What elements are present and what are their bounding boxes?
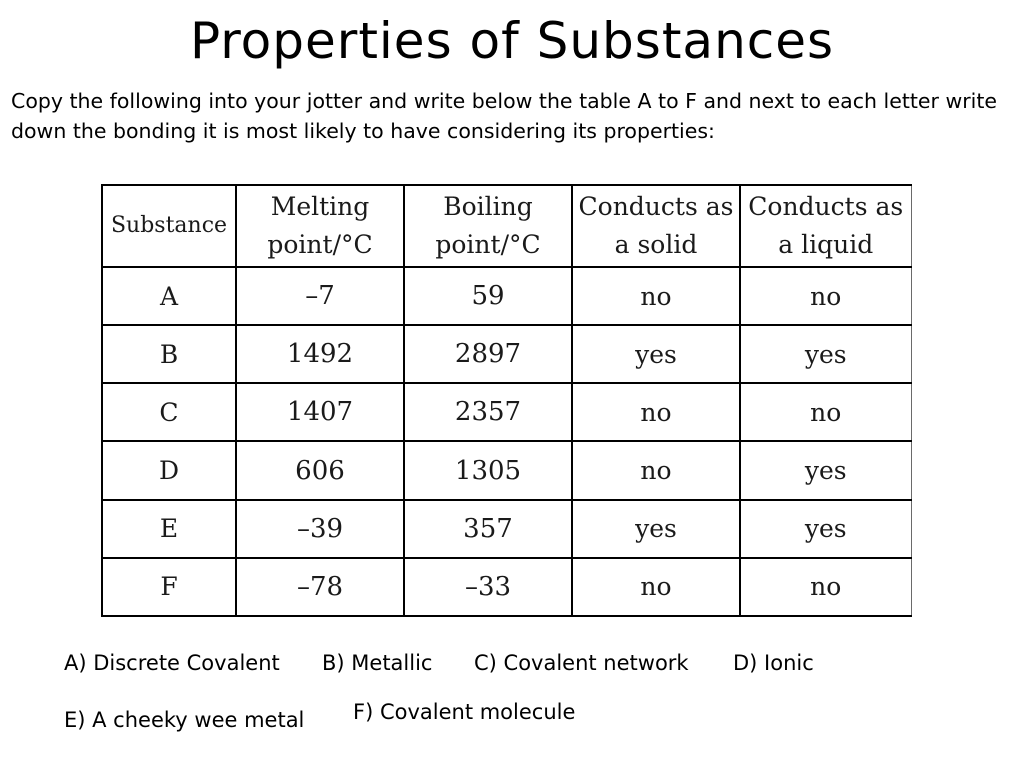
instructions-text: Copy the following into your jotter and write below the table A to F and next to each letter write down the bonding it is most likely to have considering its properties: [11, 89, 997, 143]
cell-boiling: –33 [404, 558, 572, 616]
cell-boiling: 2357 [404, 383, 572, 441]
cell-conducts-liquid: yes [740, 500, 911, 558]
cell-conducts-solid: no [572, 267, 740, 325]
cell-melting: –7 [236, 267, 404, 325]
cell-boiling: 2897 [404, 325, 572, 383]
header-boiling-point: Boiling point/°C [404, 185, 572, 267]
page-title: Properties of Substances [189, 12, 835, 70]
answer-c: C) Covalent network [474, 651, 689, 675]
cell-boiling: 357 [404, 500, 572, 558]
cell-melting: 1407 [236, 383, 404, 441]
cell-conducts-liquid: yes [740, 325, 911, 383]
cell-conducts-solid: no [572, 383, 740, 441]
header-conducts-liquid: Conducts as a liquid [740, 185, 911, 267]
cell-conducts-solid: no [572, 558, 740, 616]
cell-conducts-solid: no [572, 441, 740, 499]
table-header-row [102, 185, 911, 267]
cell-substance: B [102, 325, 236, 383]
answer-f: F) Covalent molecule [353, 700, 576, 724]
table-row [102, 325, 911, 383]
answer-a: A) Discrete Covalent [64, 651, 280, 675]
table-row [102, 267, 911, 325]
cell-conducts-liquid: no [740, 383, 911, 441]
cell-boiling: 59 [404, 267, 572, 325]
cell-substance: E [102, 500, 236, 558]
table-row [102, 383, 911, 441]
answer-e: E) A cheeky wee metal [64, 708, 305, 732]
cell-substance: F [102, 558, 236, 616]
cell-conducts-liquid: yes [740, 441, 911, 499]
cell-melting: –78 [236, 558, 404, 616]
header-substance: Substance [102, 185, 236, 267]
cell-melting: –39 [236, 500, 404, 558]
cell-substance: A [102, 267, 236, 325]
header-conducts-solid: Conducts as a solid [572, 185, 740, 267]
cell-conducts-solid: yes [572, 325, 740, 383]
cell-conducts-liquid: no [740, 267, 911, 325]
cell-conducts-liquid: no [740, 558, 911, 616]
header-melting-point: Melting point/°C [236, 185, 404, 267]
answer-d: D) Ionic [733, 651, 814, 675]
table-row [102, 441, 911, 499]
cell-melting: 1492 [236, 325, 404, 383]
cell-substance: C [102, 383, 236, 441]
cell-melting: 606 [236, 441, 404, 499]
table-row [102, 500, 911, 558]
cell-conducts-solid: yes [572, 500, 740, 558]
cell-substance: D [102, 441, 236, 499]
answer-b: B) Metallic [322, 651, 433, 675]
cell-boiling: 1305 [404, 441, 572, 499]
properties-table [101, 184, 912, 617]
table-row [102, 558, 911, 616]
